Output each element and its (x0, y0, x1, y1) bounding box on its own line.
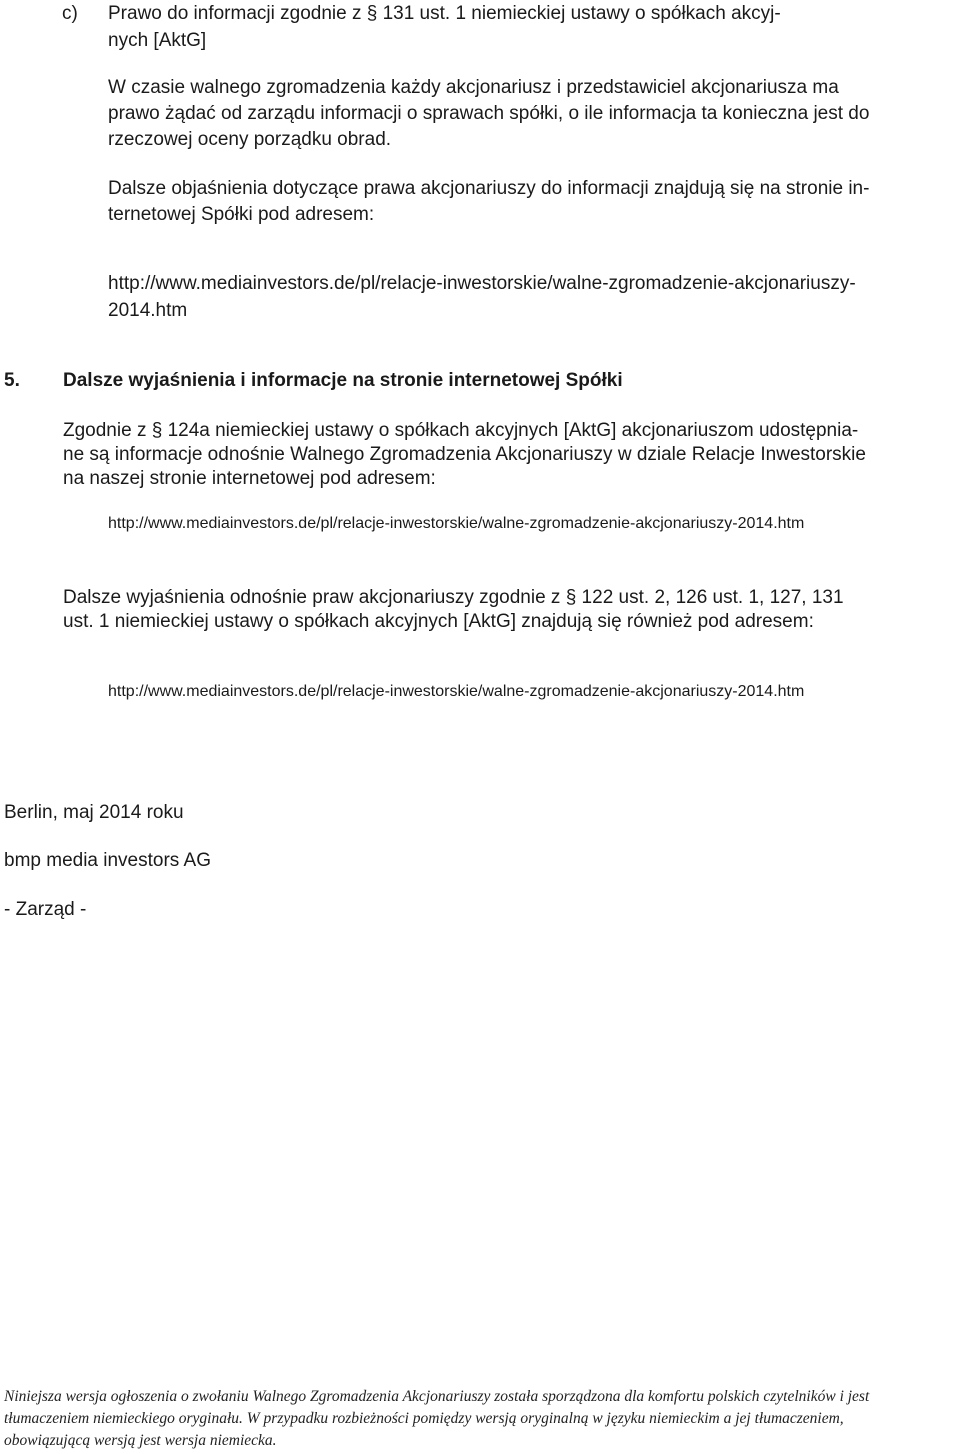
section-c-title-line-2: nych [AktG] (108, 30, 207, 51)
section-c-url-line-2[interactable]: 2014.htm (108, 300, 188, 321)
section-5-paragraph-2-line-2: ust. 1 niemieckiej ustawy o spółkach akcyjnych [AktG] znajdują się również pod adresem: (63, 611, 814, 632)
section-5-paragraph-2-line-1: Dalsze wyjaśnienia odnośnie praw akcjonariuszy zgodnie z § 122 ust. 2, 126 ust. 1, 127, 131 (63, 587, 844, 608)
section-c-url-line-1[interactable]: http://www.mediainvestors.de/pl/relacje-inwestorskie/walne-zgromadzenie-akcjonariuszy- (108, 273, 856, 294)
section-c-title-line-1: Prawo do informacji zgodnie z § 131 ust. 1 niemieckiej ustawy o spółkach akcyj- (108, 3, 781, 24)
place-and-date: Berlin, maj 2014 roku (4, 802, 184, 823)
section-5-paragraph-1-line-3: na naszej stronie internetowej pod adresem: (63, 468, 436, 489)
section-5-url-2[interactable]: http://www.mediainvestors.de/pl/relacje-inwestorskie/walne-zgromadzenie-akcjonariuszy-2014.htm (108, 683, 805, 700)
section-5-paragraph-1-line-1: Zgodnie z § 124a niemieckiej ustawy o spółkach akcyjnych [AktG] akcjonariuszom udostępnia- (63, 420, 859, 441)
company-name: bmp media investors AG (4, 850, 211, 871)
footer-note-line-2: tłumaczeniem niemieckiego oryginału. W przypadku rozbieżności pomiędzy wersją oryginalną w języku niemieckim a jej tłumaczeniem, (4, 1410, 844, 1427)
section-c-paragraph-2-line-2: ternetowej Spółki pod adresem: (108, 204, 375, 225)
section-c-paragraph-2-line-1: Dalsze objaśnienia dotyczące prawa akcjonariuszy do informacji znajdują się na stronie in- (108, 178, 870, 199)
section-5-heading: Dalsze wyjaśnienia i informacje na stronie internetowej Spółki (63, 370, 623, 391)
section-5-url-1[interactable]: http://www.mediainvestors.de/pl/relacje-inwestorskie/walne-zgromadzenie-akcjonariuszy-2014.htm (108, 515, 805, 532)
section-5-paragraph-1-line-2: ne są informacje odnośnie Walnego Zgromadzenia Akcjonariuszy w dziale Relacje Inwestorskie (63, 444, 866, 465)
section-c-paragraph-1-line-2: prawo żądać od zarządu informacji o sprawach spółki, o ile informacja ta konieczna jest do (108, 103, 870, 124)
board-signature: - Zarząd - (4, 899, 87, 920)
list-marker-c: c) (62, 3, 78, 24)
section-5-number: 5. (4, 370, 20, 391)
section-c-paragraph-1-line-3: rzeczowej oceny porządku obrad. (108, 129, 392, 150)
section-c-paragraph-1-line-1: W czasie walnego zgromadzenia każdy akcjonariusz i przedstawiciel akcjonariusza ma (108, 77, 839, 98)
footer-note-line-1: Niniejsza wersja ogłoszenia o zwołaniu Walnego Zgromadzenia Akcjonariuszy została sporządzona dla komfortu polskich czytelników i jest (4, 1388, 870, 1405)
footer-note-line-3: obowiązującą wersją jest wersja niemiecka. (4, 1432, 277, 1449)
